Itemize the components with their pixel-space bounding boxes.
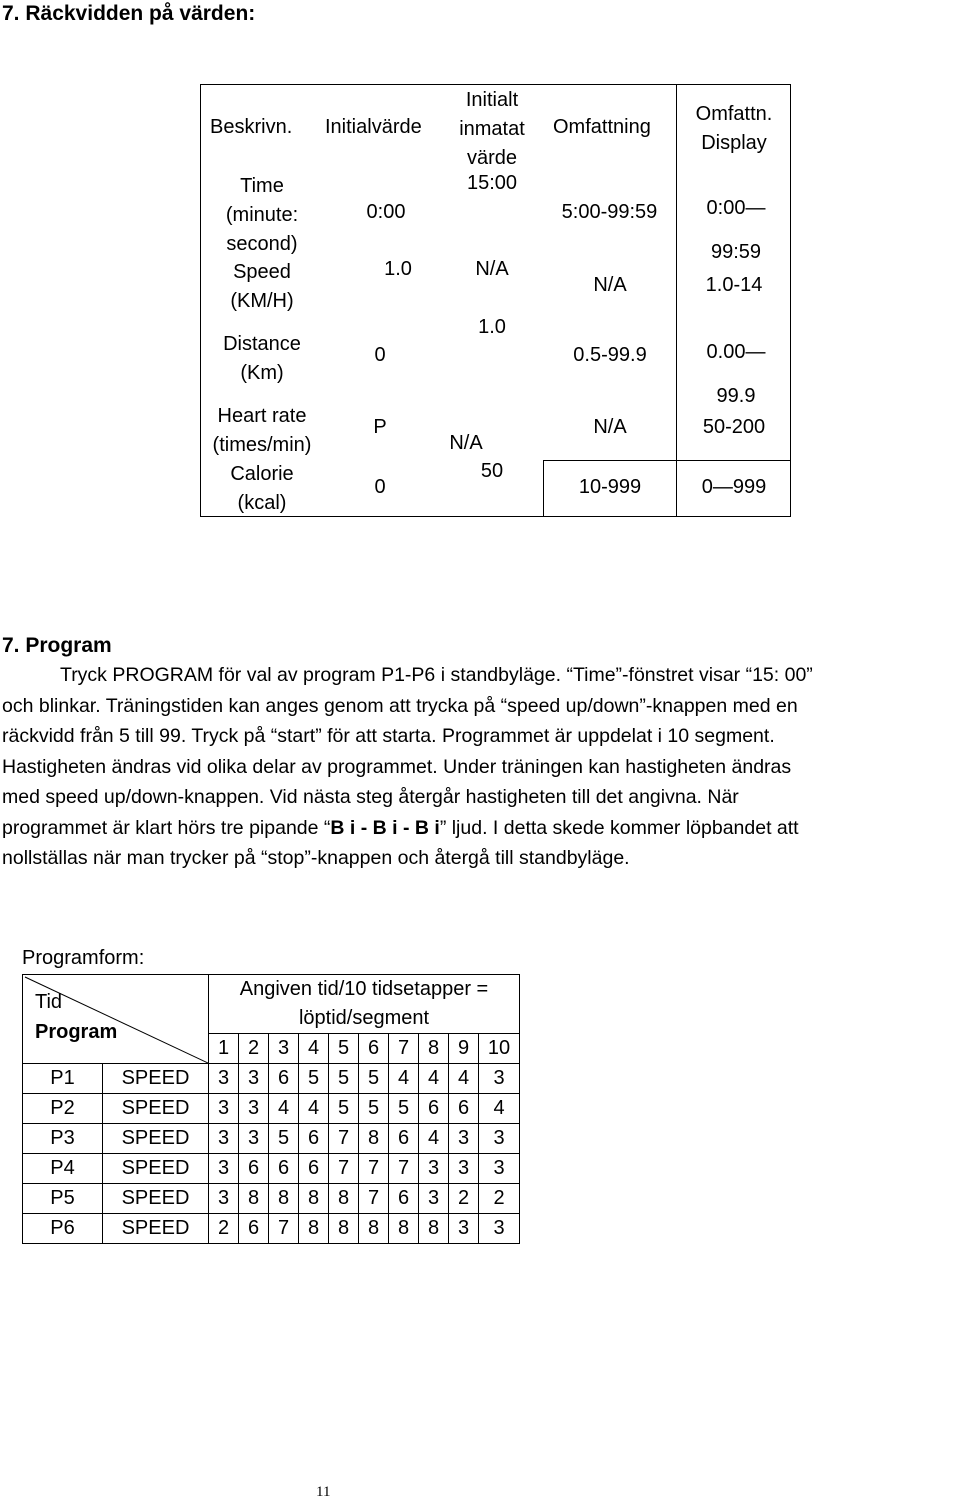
row-time-entered: 15:00 [466,172,518,194]
speed-value: 4 [299,1094,329,1124]
speed-value: 8 [269,1184,299,1214]
program-line: nollställas när man trycker på “stop”-knappen och återgå till standbyläge. [2,847,630,869]
program-speed-label: SPEED [103,1214,209,1244]
row-heartrate-range: N/A [593,416,627,438]
row-calorie-description: Calorie (kcal) [230,463,294,514]
row-distance-initial: 0 [374,344,386,366]
row-distance-range: 0.5-99.9 [573,344,647,366]
speed-value: 4 [269,1094,299,1124]
row-speed-initial: 1.0 [384,258,412,280]
row-heartrate-entered: N/A [449,432,483,454]
segment-number: 3 [269,1034,299,1064]
program-speed-label: SPEED [103,1064,209,1094]
speed-value: 3 [239,1064,269,1094]
speed-value: 8 [359,1124,389,1154]
speed-value: 6 [389,1184,419,1214]
program-line: Tryck PROGRAM för val av program P1-P6 i standbyläge. “Time”-fönstret visar “15: 00” [60,664,813,686]
row-calorie-range: 10-999 [578,476,642,498]
row-distance-entered: 1.0 [478,316,506,338]
row-time-display: 0:00— 99:59 [706,197,766,263]
speed-value: 8 [299,1214,329,1244]
speed-value: 5 [269,1124,299,1154]
program-line: räckvidd från 5 till 99. Tryck på “start” för att starta. Programmet är uppdelat i 10 segment. [2,725,775,747]
program-row [23,1064,520,1094]
speed-value: 3 [479,1154,520,1184]
speed-value: 3 [419,1154,449,1184]
segment-number: 9 [449,1034,479,1064]
speed-value: 3 [449,1154,479,1184]
speed-value: 3 [239,1094,269,1124]
speed-value: 6 [269,1064,299,1094]
program-id: P5 [23,1184,103,1214]
page-number: 11 [316,1484,331,1500]
speed-value: 6 [239,1154,269,1184]
program-id: P3 [23,1124,103,1154]
speed-value: 5 [329,1064,359,1094]
speed-value: 8 [359,1214,389,1244]
speed-value: 6 [239,1214,269,1244]
speed-value: 5 [299,1064,329,1094]
segment-number: 4 [299,1034,329,1064]
speed-value: 2 [449,1184,479,1214]
row-heartrate-initial: P [373,416,387,438]
program-description [2,660,960,874]
speed-value: 6 [269,1154,299,1184]
speed-value: 8 [239,1184,269,1214]
speed-value: 3 [209,1124,239,1154]
segment-number: 5 [329,1034,359,1064]
program-id: P1 [23,1064,103,1094]
segment-number: 2 [239,1034,269,1064]
speed-value: 5 [359,1094,389,1124]
header-initial-entered: Initialt inmatat värde [459,89,525,169]
segment-number: 8 [419,1034,449,1064]
row-time-initial: 0:00 [366,201,406,223]
corner-cell [23,975,209,1064]
section-heading: 7. Räckvidden på värden: [2,2,256,25]
program-row [23,1154,520,1184]
speed-value: 5 [359,1064,389,1094]
row-speed-entered: N/A [475,258,509,280]
row-time-description: Time (minute: second) [225,175,299,255]
segment-number: 1 [209,1034,239,1064]
program-line: med speed up/down-knappen. Vid nästa steg återgår hastigheten till det angivna. När [2,786,739,808]
header-initial-value: Initialvärde [325,116,422,138]
speed-value: 3 [239,1124,269,1154]
row-heartrate-description: Heart rate (times/min) [212,405,312,456]
speed-value: 4 [479,1094,520,1124]
speed-value: 8 [389,1214,419,1244]
speed-value: 3 [449,1124,479,1154]
program-speed-label: SPEED [103,1154,209,1184]
program-speed-label: SPEED [103,1124,209,1154]
speed-value: 4 [419,1124,449,1154]
speed-value: 4 [449,1064,479,1094]
header-title-cell: Angiven tid/10 tidsetapper = löptid/segment [209,975,520,1034]
row-calorie-display: 0—999 [701,476,767,498]
speed-value: 7 [269,1214,299,1244]
program-table-caption: Programform: [22,947,145,969]
speed-value: 6 [449,1094,479,1124]
speed-value: 4 [419,1064,449,1094]
speed-value: 7 [329,1124,359,1154]
segment-number: 7 [389,1034,419,1064]
speed-value: 6 [299,1124,329,1154]
speed-value: 3 [209,1184,239,1214]
row-distance-description: Distance (Km) [223,333,301,384]
program-table [22,974,520,1244]
program-id: P4 [23,1154,103,1184]
program-speed-label: SPEED [103,1184,209,1214]
program-line: programmet är klart hörs tre pipande “B i - B i - B i” ljud. I detta skede kommer löpbandet att [2,816,799,839]
program-speed-label: SPEED [103,1094,209,1124]
segment-number: 10 [479,1034,520,1064]
row-calorie-entered: 50 [480,460,504,482]
corner-time-label: Tid [35,991,63,1013]
speed-value: 8 [329,1214,359,1244]
row-time-range: 5:00-99:59 [561,201,658,223]
speed-value: 6 [419,1094,449,1124]
program-id: P2 [23,1094,103,1124]
speed-value: 2 [479,1184,520,1214]
speed-value: 4 [389,1064,419,1094]
speed-value: 5 [389,1094,419,1124]
row-speed-display: 1.0-14 [705,274,763,296]
corner-program-label: Program [35,1021,118,1043]
row-distance-display: 0.00— 99.9 [706,341,766,407]
row-speed-description: Speed (KM/H) [230,261,294,312]
speed-value: 7 [359,1154,389,1184]
speed-value: 3 [209,1154,239,1184]
speed-value: 2 [209,1214,239,1244]
speed-value: 8 [329,1184,359,1214]
speed-value: 3 [209,1094,239,1124]
speed-value: 6 [389,1124,419,1154]
program-row [23,1124,520,1154]
header-description: Beskrivn. [210,116,293,138]
speed-value: 3 [479,1124,520,1154]
speed-value: 3 [419,1184,449,1214]
program-id: P6 [23,1214,103,1244]
speed-value: 8 [419,1214,449,1244]
speed-value: 7 [389,1154,419,1184]
speed-value: 8 [299,1184,329,1214]
speed-value: 7 [329,1154,359,1184]
speed-value: 7 [359,1184,389,1214]
program-line: och blinkar. Träningstiden kan anges genom att trycka på “speed up/down”-knappen med en [2,694,798,717]
speed-value: 5 [329,1094,359,1124]
segment-number: 6 [359,1034,389,1064]
speed-value: 3 [479,1214,520,1244]
speed-value: 3 [209,1064,239,1094]
header-display-range: Omfattn. Display [695,103,773,154]
speed-value: 6 [299,1154,329,1184]
row-heartrate-display: 50-200 [702,416,766,438]
program-row [23,1094,520,1124]
row-speed-range: N/A [593,274,627,296]
program-heading: 7. Program [2,634,112,657]
diagonal-line [23,975,208,1063]
row-calorie-initial: 0 [374,476,386,498]
speed-value: 3 [449,1214,479,1244]
program-row [23,1184,520,1214]
header-range: Omfattning [553,116,651,138]
program-row [23,1214,520,1244]
program-line: Hastigheten ändras vid olika delar av programmet. Under träningen kan hastigheten ändras [2,755,792,778]
speed-value: 3 [479,1064,520,1094]
